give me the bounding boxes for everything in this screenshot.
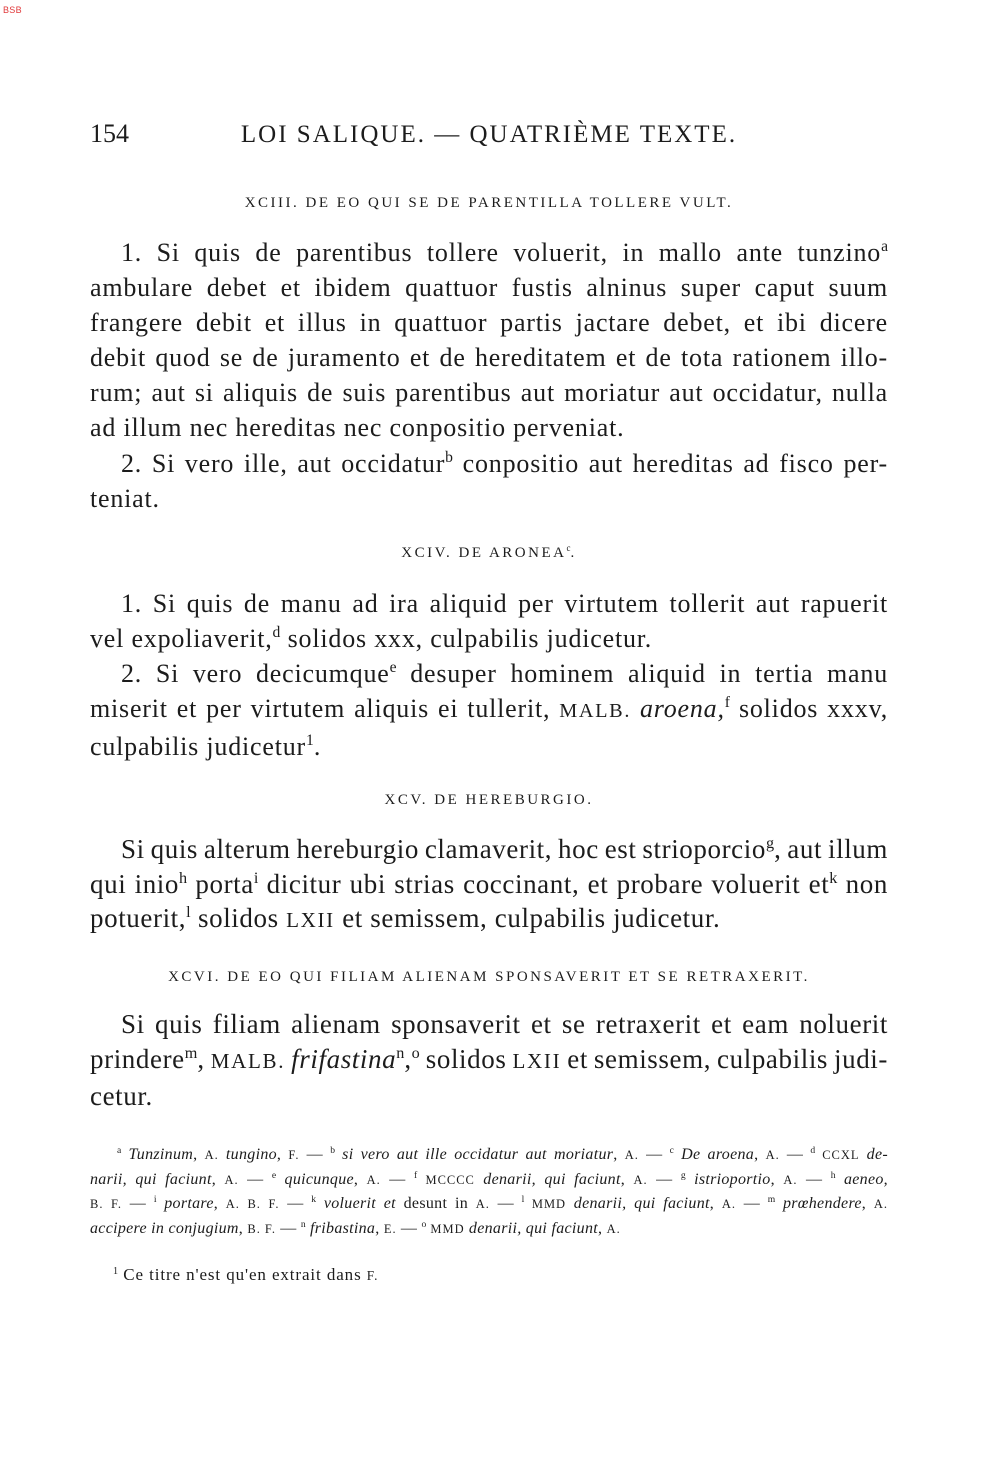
text-line <box>90 1168 888 1193</box>
page-number: 154 <box>90 119 129 148</box>
text-line <box>90 621 888 656</box>
text-line <box>90 1042 888 1079</box>
text-run: , <box>709 1195 722 1213</box>
text-run: — <box>638 1146 670 1163</box>
note-marker: h <box>179 868 188 887</box>
italic-run: de- <box>859 1146 888 1163</box>
italic-run: frifastina <box>285 1044 397 1074</box>
text-line-content <box>90 343 888 372</box>
italic-run: Tunzinum <box>121 1146 194 1163</box>
text-line-content <box>90 1081 153 1111</box>
text-run: desunt in <box>395 1195 476 1213</box>
text-line <box>90 586 888 621</box>
small-caps-run: B. F. <box>90 1197 123 1212</box>
note-marker: b <box>445 449 453 467</box>
text-run: — <box>380 1170 415 1188</box>
text-line-content <box>90 413 624 442</box>
small-caps-run: MMD <box>524 1197 567 1212</box>
text-run: . <box>570 545 577 561</box>
text-run: solidos xxx, culpabilis judicetur. <box>280 624 653 653</box>
note-marker: m <box>184 1043 198 1062</box>
library-watermark: BSB <box>3 5 22 15</box>
text-line-content <box>90 903 720 933</box>
text-run: 2. Si vero decicumque <box>121 659 390 688</box>
italic-run: prœhendere <box>775 1195 862 1213</box>
text-line-content <box>90 869 888 899</box>
text-run: XCIII. DE EO QUI SE DE PARENTILLA TOLLERE VULT. <box>244 195 734 211</box>
text-line-content <box>90 484 160 513</box>
small-caps-run: MALB. <box>559 700 632 722</box>
small-caps-run: A. <box>873 1197 888 1212</box>
small-caps-run: A. <box>721 1197 736 1212</box>
note-marker: o <box>411 1043 420 1062</box>
note-marker: k <box>829 868 838 887</box>
italic-run: denarii, qui faciunt <box>474 1170 621 1188</box>
italic-run: voluerit et <box>316 1195 396 1213</box>
text-run: , <box>197 1044 211 1074</box>
note-marker: d <box>272 624 281 642</box>
small-caps-run: F. <box>288 1148 300 1162</box>
text-run: 1. Si quis de parentibus tollere voluerit, in mallo ante tunzino <box>121 238 882 267</box>
note-marker: d <box>810 1145 816 1157</box>
footnotes-numbered <box>90 1263 888 1288</box>
text-run: et semissem, culpabilis judicetur. <box>334 903 721 934</box>
text-run: conpositio aut hereditas ad fisco per- <box>452 449 888 478</box>
text-run: porta <box>187 868 254 899</box>
text-line <box>90 867 888 902</box>
text-line-content <box>121 238 888 267</box>
small-caps-run: LXII <box>286 908 335 933</box>
small-caps-run: F. <box>366 1268 379 1283</box>
small-caps-run: A. <box>366 1172 381 1187</box>
text-run: , <box>754 1146 766 1163</box>
note-marker: c <box>669 1145 674 1157</box>
small-caps-run: A. <box>475 1197 490 1212</box>
note-marker: 1 <box>113 1265 119 1277</box>
text-run: , <box>770 1170 784 1188</box>
text-line <box>90 235 888 270</box>
section-heading <box>90 790 888 810</box>
text-line-content <box>90 694 888 723</box>
note-marker: i <box>153 1194 157 1206</box>
text-line <box>90 410 888 445</box>
text-run: , <box>861 1195 874 1213</box>
text-run: et semissem, culpabilis judi- <box>561 1044 889 1074</box>
text-run: miserit et per virtutem aliquis ei tullerit, <box>90 694 560 723</box>
text-run: , <box>276 1146 289 1163</box>
note-marker: b <box>330 1145 335 1157</box>
note-marker: 1 <box>306 732 314 750</box>
note-marker: m <box>767 1194 776 1206</box>
small-caps-run: CCXL <box>815 1148 860 1162</box>
italic-run: denarii, qui faciunt <box>566 1195 710 1213</box>
text-line <box>90 1143 888 1168</box>
text-run: — <box>122 1195 154 1213</box>
italic-run: portare <box>156 1195 214 1213</box>
italic-run: istrioportio <box>685 1170 771 1188</box>
small-caps-run: E. <box>383 1222 397 1237</box>
text-run: 1. Si quis de manu ad ira aliquid per virtutem tollerit aut rapuerit <box>121 589 888 618</box>
note-marker: e <box>389 659 397 677</box>
small-caps-run: A. <box>624 1148 639 1162</box>
note-marker: e <box>271 1169 277 1181</box>
text-run: Si quis alterum hereburgio clamaverit, hoc est strioporcio <box>121 834 766 864</box>
text-line-content <box>121 834 888 864</box>
text-line <box>90 340 888 375</box>
text-line-content <box>90 378 888 407</box>
section-heading <box>90 543 888 563</box>
small-caps-run: A. <box>783 1172 798 1187</box>
text-line-content <box>90 1195 888 1212</box>
text-run: rum; aut si aliquis de suis parentibus aut moriatur aut occidatur, nulla <box>90 378 888 407</box>
text-run: teniat. <box>90 484 160 513</box>
text-run: , <box>193 1146 205 1163</box>
section-heading <box>90 193 888 213</box>
small-caps-run: B. F. <box>247 1222 276 1237</box>
italic-run: aroena, <box>631 694 725 723</box>
small-caps-run: LXII <box>512 1049 562 1073</box>
text-line-content <box>117 1146 888 1163</box>
note-marker: g <box>765 833 775 852</box>
paragraph <box>90 1007 888 1114</box>
note-marker: l <box>186 903 191 922</box>
italic-run: De aroena <box>673 1146 755 1163</box>
text-line <box>90 446 888 481</box>
text-run: — <box>797 1170 831 1188</box>
text-run: , <box>211 1170 225 1188</box>
text-run: — <box>396 1220 422 1238</box>
text-run: Si quis filiam alienam sponsaverit et se retraxerit et eam noluerit <box>121 1009 888 1039</box>
small-caps-run: A. <box>633 1172 648 1187</box>
text-run: vel expoliaverit, <box>90 624 273 653</box>
text-line-content <box>121 589 888 618</box>
text-run: , aut illum <box>774 834 888 864</box>
text-run: , <box>598 1220 607 1238</box>
text-run: 2. Si vero ille, aut occidatur <box>121 449 446 478</box>
text-line <box>90 729 888 764</box>
small-caps-run: MCCCC <box>417 1172 475 1187</box>
text-run: ambulare debet et ibidem quattuor fustis alninus super caput suum <box>90 273 888 302</box>
text-run: , <box>613 1146 625 1163</box>
note-marker: g <box>680 1169 686 1181</box>
text-run: prindere <box>90 1044 185 1074</box>
note-marker: c <box>566 543 571 554</box>
paragraph <box>90 446 888 516</box>
text-line <box>90 481 888 516</box>
text-run: ad illum nec hereditas nec conpositio perveniat. <box>90 413 625 442</box>
section-heading <box>90 967 888 987</box>
text-run: Ce titre n'est qu'en extrait dans <box>118 1265 367 1284</box>
text-line <box>90 656 888 691</box>
text-run: — <box>779 1146 811 1163</box>
text-run: . <box>313 732 322 761</box>
text-line-content <box>90 273 888 302</box>
text-line-content <box>121 449 888 478</box>
text-line-content <box>121 659 888 688</box>
note-marker: o <box>421 1219 427 1231</box>
text-run: — <box>238 1170 272 1188</box>
text-run: frangere debit et illus in quattuor partis jactare debet, et ibi dicere <box>90 308 888 337</box>
text-line-content <box>113 1265 379 1284</box>
text-line-content <box>90 732 321 761</box>
small-caps-run: A. <box>204 1148 219 1162</box>
small-caps-run: MMD <box>426 1222 465 1237</box>
text-run: — <box>647 1170 681 1188</box>
text-line-content <box>90 1220 621 1237</box>
text-run: , <box>375 1220 384 1238</box>
text-line <box>90 1217 888 1242</box>
small-caps-run: A. <box>224 1172 239 1187</box>
text-run: qui inio <box>90 868 179 899</box>
text-line-content <box>90 1044 888 1074</box>
text-line <box>90 1007 888 1042</box>
italic-run: tungino <box>218 1146 277 1163</box>
text-line <box>90 691 888 729</box>
note-marker: k <box>311 1194 317 1206</box>
note-marker: f <box>414 1169 418 1181</box>
text-line <box>90 270 888 305</box>
text-run: potuerit, <box>90 903 187 934</box>
text-line-content <box>90 308 888 337</box>
text-run: — <box>489 1195 522 1213</box>
text-run: XCIV. DE ARONEA <box>401 545 567 561</box>
italic-run: accipere in conjugium <box>90 1220 239 1238</box>
text-run: , <box>353 1170 367 1188</box>
text-line <box>90 832 888 867</box>
text-run: — <box>279 1195 312 1213</box>
small-caps-run: A. B. F. <box>225 1197 280 1212</box>
text-line <box>90 375 888 410</box>
text-line <box>90 1079 888 1114</box>
text-line <box>90 901 888 938</box>
text-run: XCVI. DE EO QUI FILIAM ALIENAM SPONSAVERIT ET SE RETRAXERIT. <box>168 969 810 985</box>
text-line-content <box>90 1171 888 1188</box>
italic-run: fribastina <box>305 1220 376 1238</box>
paragraph <box>90 235 888 445</box>
italic-run: denarii, qui faciunt <box>464 1220 598 1238</box>
italic-run: si vero aut ille occidatur aut moriatur <box>334 1146 614 1163</box>
text-run: desuper hominem aliquid in tertia manu <box>396 659 888 688</box>
text-run: solidos <box>190 903 287 934</box>
paragraph <box>90 586 888 656</box>
small-caps-run: MALB. <box>210 1049 286 1073</box>
note-marker: h <box>830 1169 836 1181</box>
running-title: LOI SALIQUE. — QUATRIÈME TEXTE. <box>240 121 738 148</box>
text-line-content <box>121 1009 888 1039</box>
note-marker: f <box>724 694 730 712</box>
paragraph <box>90 656 888 764</box>
text-run: , <box>620 1170 634 1188</box>
text-run: , <box>404 1044 412 1074</box>
text-run: , <box>238 1220 248 1238</box>
small-caps-run: A. <box>606 1222 621 1237</box>
text-run: non <box>837 868 888 899</box>
text-run: culpabilis judicetur <box>90 732 307 761</box>
text-run: solidos xxxv, <box>729 694 888 723</box>
text-run: — <box>299 1146 331 1163</box>
note-marker: a <box>117 1145 122 1157</box>
italic-run: aeneo, <box>835 1170 888 1188</box>
paragraph <box>90 832 888 938</box>
text-line <box>90 305 888 340</box>
text-run: cetur. <box>90 1081 153 1111</box>
footnotes-lettered <box>90 1143 888 1242</box>
small-caps-run: A. <box>765 1148 780 1162</box>
text-line-content <box>90 624 652 653</box>
italic-run: quicunque <box>276 1170 354 1188</box>
text-run: — <box>735 1195 768 1213</box>
note-marker: l <box>521 1194 525 1206</box>
note-marker: n <box>300 1219 306 1231</box>
text-run: solidos <box>419 1044 513 1074</box>
italic-run: narii, qui faciunt <box>90 1170 212 1188</box>
text-run: XCV. DE HEREBURGIO. <box>384 792 594 808</box>
text-run: — <box>276 1220 301 1238</box>
text-line <box>90 1263 888 1288</box>
note-marker: n <box>396 1043 405 1062</box>
text-run: debit quod se de juramento et de hereditatem et de tota rationem illo- <box>90 343 888 372</box>
note-marker: a <box>881 238 888 256</box>
text-line <box>90 1192 888 1217</box>
note-marker: i <box>253 868 259 887</box>
text-run: dicitur ubi strias coccinant, et probare voluerit et <box>258 868 830 899</box>
text-run: , <box>213 1195 226 1213</box>
